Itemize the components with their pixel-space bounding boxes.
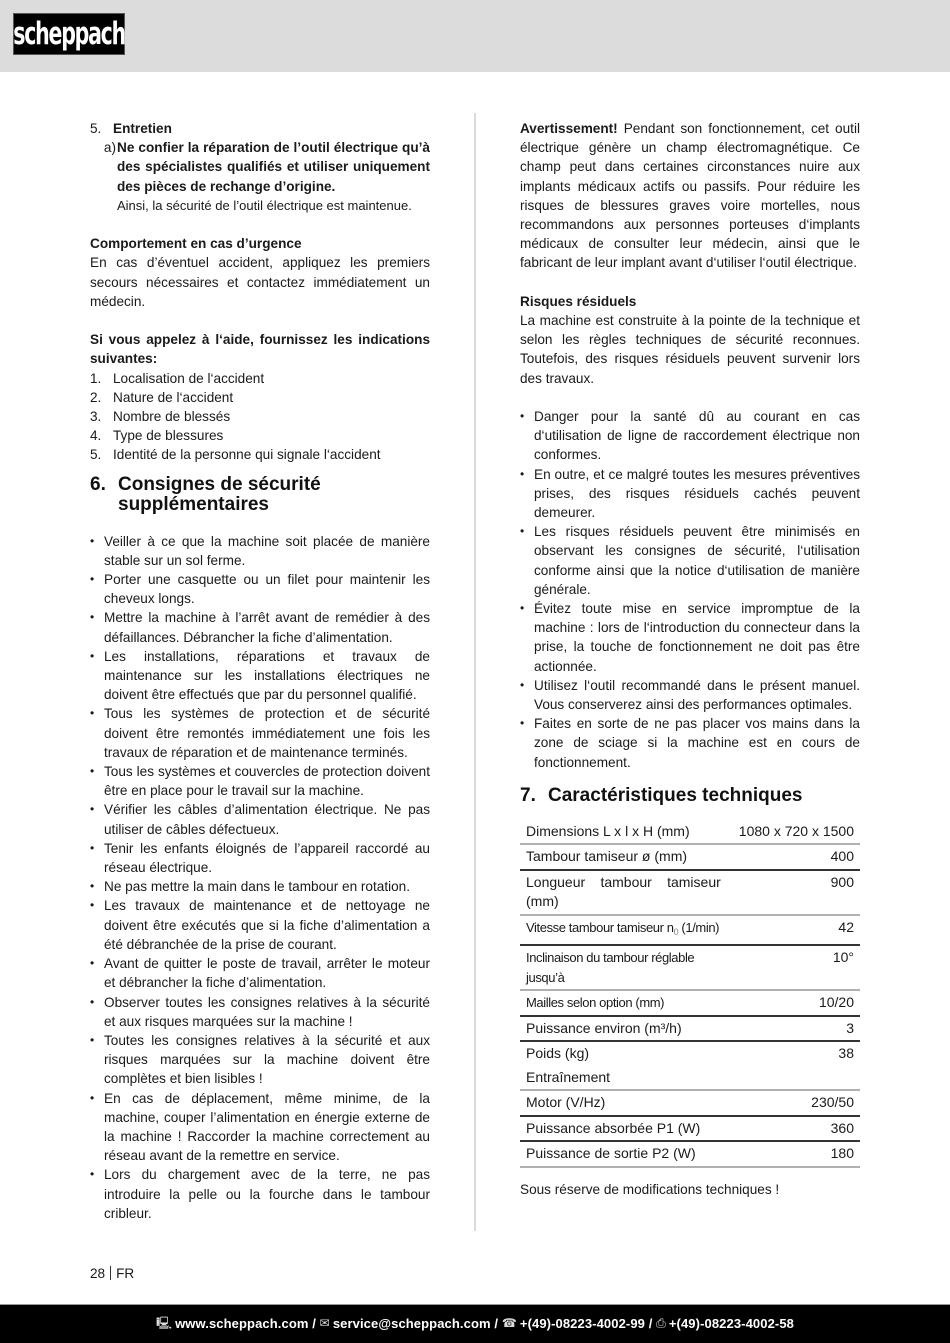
table-row xyxy=(520,844,860,870)
specs-note: Sous réserve de modifications techniques ! xyxy=(520,1181,780,1197)
list-item xyxy=(90,426,430,445)
bullet-item: • Les risques résiduels peuvent être minimisés en observant les consignes de sécurité, l‘utilisation conforme ainsi que la notice d‘utilisation de manière générale. xyxy=(520,522,860,599)
table-row xyxy=(520,990,860,1016)
table-row xyxy=(520,1016,860,1042)
table-row xyxy=(520,1041,860,1066)
spec-label: Tambour tamiseur ø (mm) xyxy=(520,844,733,870)
warning-paragraph xyxy=(520,119,860,273)
spec-label-text: Vitesse tambour tamiseur n xyxy=(526,919,674,935)
separator: / xyxy=(645,1316,657,1332)
call-help-title: Si vous appelez à l‘aide, fournissez les indications suivantes: xyxy=(90,332,430,367)
separator: / xyxy=(490,1316,502,1332)
spec-value: 42 xyxy=(733,915,860,946)
fax-number: +(49)-08223-4002-58 xyxy=(668,1316,794,1332)
table-row xyxy=(520,1116,860,1142)
table-row xyxy=(520,870,860,915)
bullet-item: • Toutes les consignes relatives à la sécurité et aux risques marquées sur la machine doivent être complètes et bien lisibles ! xyxy=(90,1031,430,1089)
spec-value: 1080 x 720 x 1500 xyxy=(733,820,860,845)
list-item xyxy=(90,388,430,407)
header-bar xyxy=(0,0,950,72)
safety-bullets xyxy=(90,532,430,1223)
spec-label: Longueur tambour tamiseur (mm) xyxy=(520,870,733,915)
spec-label: Puissance de sortie P2 (W) xyxy=(520,1141,733,1167)
spec-value: 230/50 xyxy=(733,1090,860,1116)
column-divider xyxy=(474,113,476,1231)
item-text: Nature de l‘accident xyxy=(113,389,234,405)
spec-label: Inclinaison du tambour réglable jusqu’à xyxy=(520,945,733,990)
table-row xyxy=(520,1066,860,1091)
residual-risks-title: Risques résiduels xyxy=(520,293,637,309)
item-text: Nombre de blessés xyxy=(113,409,231,425)
list-item xyxy=(90,369,430,388)
page-number-value: 28 xyxy=(90,1266,106,1281)
item-number: 4. xyxy=(90,428,102,444)
section-7-heading xyxy=(520,786,860,806)
spec-label: Poids (kg) xyxy=(526,1045,590,1062)
spec-value: 3 xyxy=(733,1016,860,1042)
entretien-instruction: Ne confier la réparation de l’outil électrique qu’à des spécialistes qualifiés et utiliser uniquement des pièces de rechange d’origine. xyxy=(117,140,430,194)
bullet-item: • Utilisez l‘outil recommandé dans le présent manuel. Vous conserverez ainsi des performances optimales. xyxy=(520,676,860,714)
bullet-item: • Tous les systèmes de protection et de sécurité doivent être remontés immédiatement une fois les travaux de réparation et de maintenance terminés. xyxy=(90,704,430,762)
bullet-item: • Danger pour la santé dû au courant en cas d‘utilisation de ligne de raccordement électrique non conformes. xyxy=(520,407,860,465)
phone-icon: ☎ xyxy=(501,1316,517,1331)
section-title: Consignes de sécurité supplémentaires xyxy=(118,473,321,515)
mail-icon: ✉ xyxy=(319,1316,330,1331)
item-text: Identité de la personne qui signale l‘accident xyxy=(113,447,381,463)
item-text: Localisation de l‘accident xyxy=(113,370,265,386)
bullet-item: • En cas de déplacement, même minime, de la machine, couper l’alimentation en énergie externe de la machine ! Raccorder la machine correctement au réseau avant de la remettre en service. xyxy=(90,1089,430,1166)
item-number: 2. xyxy=(90,389,102,405)
logo-text: scheppach xyxy=(13,15,125,52)
footer-bar xyxy=(0,1304,950,1343)
item-number: 1. xyxy=(90,370,102,386)
separator xyxy=(110,1266,111,1280)
spec-value: 900 xyxy=(733,870,860,915)
spec-label: Puissance absorbée P1 (W) xyxy=(520,1116,733,1142)
item-number: 5. xyxy=(90,121,102,136)
residual-risks-bullets xyxy=(520,407,860,772)
bullet-item: • Avant de quitter le poste de travail, arrêter le moteur et débrancher la fiche d’alimentation. xyxy=(90,954,430,992)
table-row xyxy=(520,1090,860,1116)
spec-label: Entraînement xyxy=(520,1066,733,1091)
spec-value: 38 xyxy=(838,1045,854,1062)
bullet-item: • Porter une casquette ou un filet pour maintenir les cheveux longs. xyxy=(90,570,430,608)
emergency-text: En cas d’éventuel accident, appliquez les premiers secours nécessaires et contactez immédiatement un médecin. xyxy=(90,255,430,309)
section-6-heading xyxy=(90,475,430,515)
spec-value: 10/20 xyxy=(733,990,860,1016)
table-row xyxy=(520,820,860,845)
spec-label: Mailles selon option (mm) xyxy=(520,990,733,1016)
bullet-item: • Lors du chargement avec de la terre, ne pas introduire la pelle ou la fourche dans le tambour cribleur. xyxy=(90,1165,430,1223)
specs-table xyxy=(520,820,860,1168)
bullet-item: • Les installations, réparations et travaux de maintenance sur les installations électriques ne doivent être effectués que par du personnel qualifié. xyxy=(90,647,430,705)
email-link[interactable]: service@scheppach.com xyxy=(332,1316,491,1332)
spec-label: Motor (V/Hz) xyxy=(520,1090,733,1116)
call-help-list xyxy=(90,369,430,465)
bullet-item: • Veiller à ce que la machine soit placée de manière stable sur un sol ferme. xyxy=(90,532,430,570)
spec-label-text: (1/min) xyxy=(678,919,720,935)
emergency-title: Comportement en cas d’urgence xyxy=(90,236,302,252)
warning-label: Avertissement! xyxy=(520,121,618,136)
entretien-sub-a xyxy=(90,138,430,196)
page-number xyxy=(90,1264,134,1283)
page-language: FR xyxy=(116,1266,135,1281)
entretien-heading xyxy=(90,119,430,138)
bullet-item: • Tenir les enfants éloignés de l’appareil raccordé au réseau électrique. xyxy=(90,839,430,877)
right-column xyxy=(520,119,860,1199)
spec-label-subscript: 0 xyxy=(673,926,679,937)
left-column xyxy=(90,119,430,1223)
item-text: Type de blessures xyxy=(113,428,224,444)
entretien-note: Ainsi, la sécurité de l’outil électrique est maintenue. xyxy=(117,197,412,213)
sub-letter: a) xyxy=(103,140,116,156)
entretien-title: Entretien xyxy=(113,121,172,136)
website-link[interactable]: www.scheppach.com xyxy=(175,1316,309,1332)
phone-number: +(49)-08223-4002-99 xyxy=(519,1316,646,1332)
spec-value: 180 xyxy=(733,1141,860,1167)
item-number: 5. xyxy=(90,447,102,463)
bullet-item: • Évitez toute mise en service impromptue de la machine : lors de l‘introduction du connecteur dans la prise, la touche de fonctionnement ne doit pas être actionnée. xyxy=(520,599,860,676)
bullet-item: • Tous les systèmes et couvercles de protection doivent être en place pour le travail sur la machine. xyxy=(90,762,430,800)
bullet-item: • En outre, et ce malgré toutes les mesures préventives prises, des risques résiduels cachés peuvent demeurer. xyxy=(520,465,860,523)
section-number: 6. xyxy=(90,473,106,495)
bullet-item: • Faites en sorte de ne pas placer vos mains dans la zone de sciage si la machine est en cours de fonctionnement. xyxy=(520,714,860,772)
bullet-item: • Mettre la machine à l’arrêt avant de remédier à des défaillances. Débrancher la fiche d’alimentation. xyxy=(90,608,430,646)
table-row xyxy=(520,915,860,946)
bullet-item: • Observer toutes les consignes relatives à la sécurité et aux risques marquées sur la machine ! xyxy=(90,993,430,1031)
bullet-item: • Les travaux de maintenance et de nettoyage ne doivent être exécutés que si la fiche d’alimentation a été débranchée de la prise de courant. xyxy=(90,896,430,954)
separator: / xyxy=(308,1316,320,1332)
bullet-item: • Vérifier les câbles d’alimentation électrique. Ne pas utiliser de câbles défectueux. xyxy=(90,800,430,838)
spec-value: 10° xyxy=(733,945,860,990)
spec-label: Puissance environ (m³/h) xyxy=(520,1016,733,1042)
warning-text: Pendant son fonctionnement, cet outil électrique génère un champ électromagnétique. Ce champ peut dans certaines circonstances nuire aux implants médicaux actifs ou passifs. Pour réduire les risques de blessures graves voire mortelles, nous recommandons aux personnes porteuses d‘implants médicaux de consulter leur médecin, ainsi que le fabricant de leur implant avant d‘utiliser l‘outil électrique. xyxy=(520,121,860,271)
spec-label xyxy=(520,915,733,946)
spec-value xyxy=(733,1066,860,1091)
section-title: Caractéristiques techniques xyxy=(548,784,803,806)
spec-label: Dimensions L x l x H (mm) xyxy=(520,820,733,845)
section-number: 7. xyxy=(520,784,536,806)
fax-icon: ⎙ xyxy=(656,1316,666,1331)
list-item xyxy=(90,445,430,464)
table-row xyxy=(520,945,860,990)
spec-value: 360 xyxy=(733,1116,860,1142)
list-item xyxy=(90,407,430,426)
computer-icon: 🖳 xyxy=(155,1316,173,1331)
residual-risks-text: La machine est construite à la pointe de la technique et selon les règles techniques de sécurité reconnues. Toutefois, des risques résiduels peuvent survenir lors des travaux. xyxy=(520,313,860,386)
spec-value: 400 xyxy=(733,844,860,870)
bullet-item: • Ne pas mettre la main dans le tambour en rotation. xyxy=(90,877,430,896)
table-row xyxy=(520,1141,860,1167)
scheppach-logo xyxy=(13,13,125,55)
item-number: 3. xyxy=(90,409,102,425)
